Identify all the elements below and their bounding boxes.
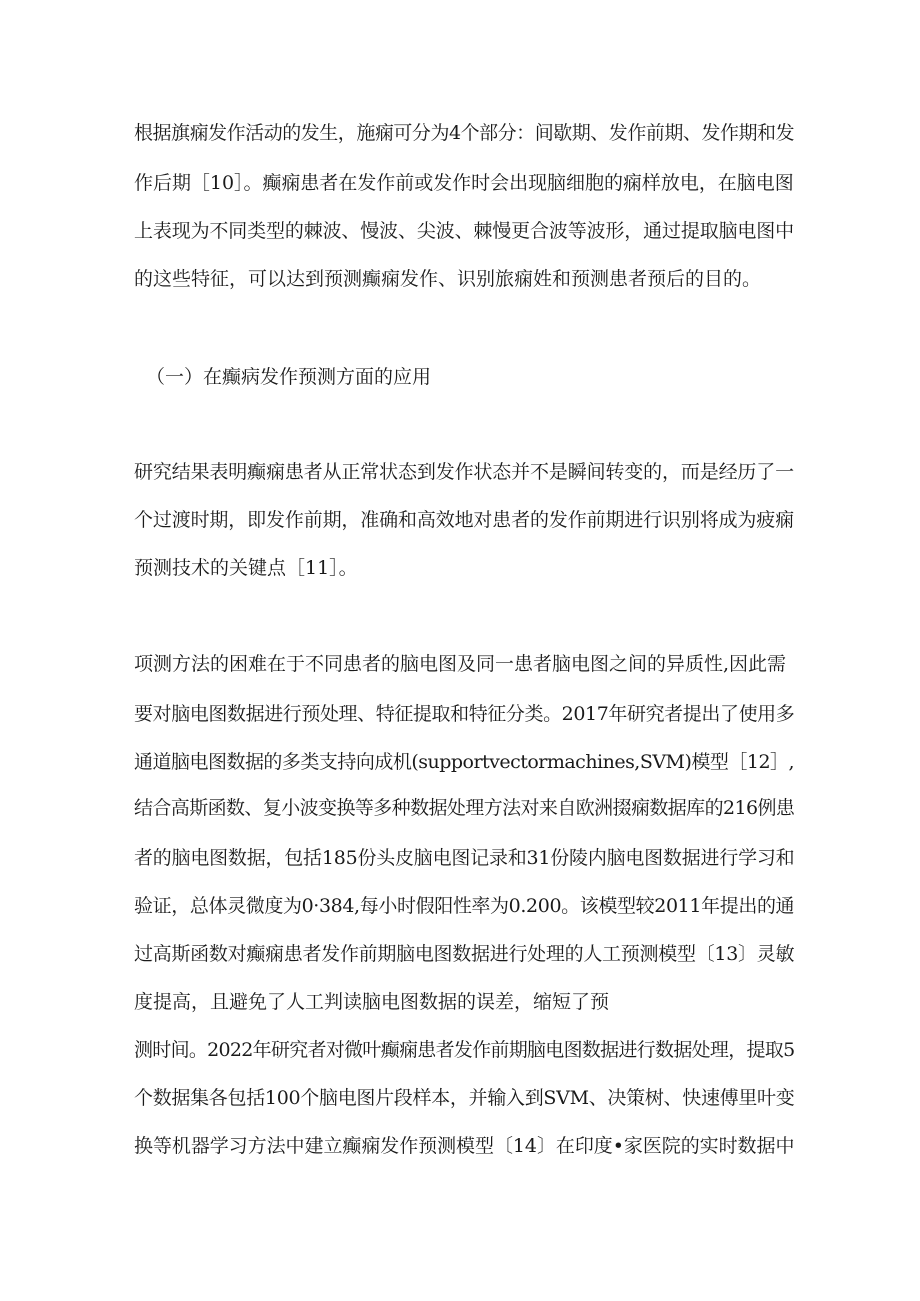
section-heading: （一）在癫病发作预测方面的应用	[146, 366, 432, 388]
paragraph-3-line-6: 验证，总体灵微度为0·384,每小时假阳性率为0.200。该模型较2011年提出的通	[134, 895, 795, 917]
paragraph-2-line-3: 预测技术的关键点［11］。	[134, 557, 358, 579]
paragraph-3-line-9: 测时间。2022年研究者对微叶癫痫患者发作前期脑电图数据进行数据处理，提取5	[134, 1039, 795, 1061]
paragraph-1-line-2: 作后期［10］。癫痫患者在发作前或发作时会出现脑细胞的痫样放电，在脑电图	[134, 172, 794, 194]
paragraph-3-line-4: 结合高斯函数、复小波变换等多种数据处理方法对来自欧洲掇痫数据库的216例患	[134, 797, 795, 819]
paragraph-3-line-7: 过高斯函数对癫痫患者发作前期脑电图数据进行处理的人工预测模型〔13〕灵敏	[134, 943, 795, 965]
paragraph-1-line-3: 上表现为不同类型的棘波、慢波、尖波、棘慢更合波等波形，通过提取脑电图中	[134, 220, 795, 242]
paragraph-3-line-8: 度提高，且避免了人工判读脑电图数据的误差，缩短了预	[134, 991, 610, 1013]
paragraph-2-line-2: 个过渡时期，即发作前期，准确和高效地对患者的发作前期进行识别将成为疲痫	[134, 509, 795, 531]
paragraph-3-line-10: 个数据集各包括100个脑电图片段样本，并输入到SVM、决策树、快速傅里叶变	[134, 1087, 795, 1109]
paragraph-1-line-1: 根据旗痫发作活动的发生，施痫可分为4个部分：间歇期、发作前期、发作期和发	[134, 122, 795, 144]
paragraph-3-line-1: 项测方法的困难在于不同患者的脑电图及同一患者脑电图之间的异质性,因此需	[134, 653, 787, 675]
paragraph-3-line-5: 者的脑电图数据，包括185份头皮脑电图记录和31份陵内脑电图数据进行学习和	[134, 847, 795, 869]
paragraph-3-line-2: 要对脑电图数据进行预处理、特征提取和特征分类。2017年研究者提出了使用多	[134, 703, 795, 725]
paragraph-2-line-1: 研究结果表明癫痫患者从正常状态到发作状态并不是瞬间转变的，而是经历了一	[134, 461, 795, 483]
paragraph-3-line-3: 通道脑电图数据的多类支持向成机(supportvectormachines,SVM)模型［12］,	[134, 751, 795, 773]
paragraph-1-line-4: 的这些特征，可以达到预测癫痫发作、识别旅痫姓和预测患者预后的目的。	[134, 268, 762, 290]
paragraph-3-line-11: 换等机器学习方法中建立癫痫发作预测模型〔14〕在印度•家医院的实时数据中	[134, 1135, 795, 1157]
